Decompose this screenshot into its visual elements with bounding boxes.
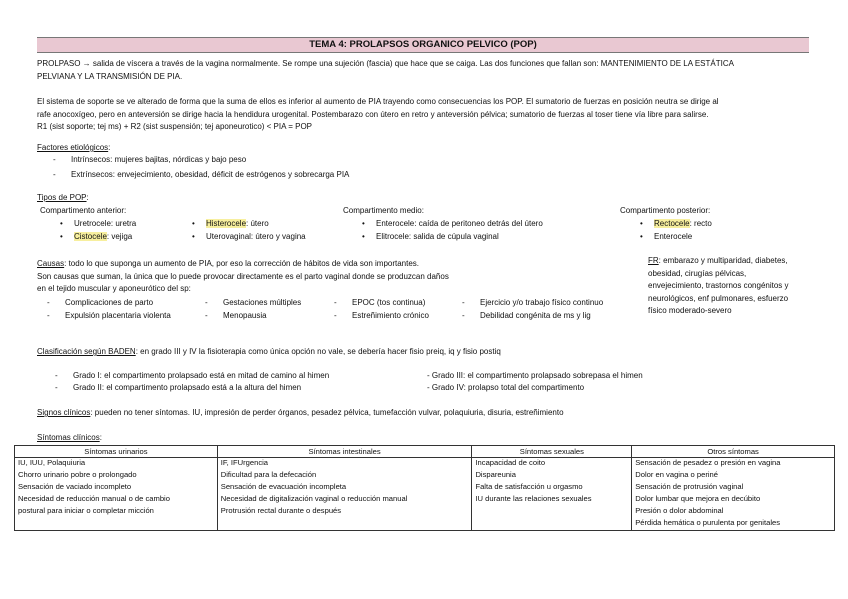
table-cell: Falta de satisfacción u orgasmo [472, 482, 632, 494]
intro-paragraph [37, 58, 809, 83]
cause-item-text: Debilidad congénita de ms y lig [480, 311, 591, 320]
support-line: rafe anocoxígeo, pero en anteversión se dirige hacia la hendidura urogenital. Postembarazo con útero en retro y anteversión pélvica; sumatorio de fuerzas al toser tiene vía libre para salirse. [37, 109, 709, 119]
risk-factors-block [648, 255, 789, 318]
anterior-item-text: Uretrocele: uretra [74, 219, 137, 228]
cause-item-text: Complicaciones de parto [65, 298, 154, 307]
cause-item [47, 298, 153, 307]
posterior-item [640, 232, 692, 241]
support-line: R1 (sist soporte; tej ms) + R2 (sist suspensión; tej aponeurotico) < PIA = POP [37, 122, 313, 131]
intro-line: PELVIANA Y LA TRANSMISIÓN DE PIA. [37, 71, 183, 81]
causes-line: : todo lo que suponga un aumento de PIA, por eso la corrección de hábitos de vida son importantes. [64, 259, 420, 268]
table-row [15, 518, 835, 531]
symptoms-heading [37, 433, 102, 442]
table-cell: IU durante las relaciones sexuales [472, 494, 632, 506]
middle-item [362, 232, 499, 241]
posterior-item-text: : recto [689, 219, 712, 228]
page-title: TEMA 4: PROLAPSOS ORGANICO PELVICO (POP) [37, 37, 809, 53]
table-header-row [15, 446, 835, 458]
grade-item [55, 371, 329, 380]
classification-line [37, 347, 501, 356]
table-cell: Presión o dolor abdominal [632, 506, 835, 518]
factors-heading [37, 143, 110, 152]
types-heading [37, 193, 89, 202]
causes-line: Son causas que suman, la única que lo puede provocar directamente es el parto vaginal donde se produzcan daños [37, 271, 449, 281]
table-cell: Sensación de evacuación incompleta [217, 482, 472, 494]
table-cell: Dolor lumbar que mejora en decúbito [632, 494, 835, 506]
intro-line: PROLPASO → salida de víscera a través de la vagina normalmente. Se rompe una sujeción (fascia) que hace que se caiga. Las dos funciones que fallan son: MANTENIMIENTO DE LA ESTÁTICA [37, 59, 734, 68]
table-cell: Dispareunia [472, 470, 632, 482]
signs-line [37, 408, 564, 417]
table-cell: IU, IUU, Polaquiuria [15, 458, 218, 471]
risk-factors-line: envejecimiento, trastornos congénitos y [648, 281, 789, 290]
grade-item [55, 383, 301, 392]
grade-item: - Grado IV: prolapso total del compartimento [427, 383, 585, 392]
anterior-item-text: : vejiga [106, 232, 133, 241]
factor-item-text: Extrínsecos: envejecimiento, obesidad, déficit de estrógenos y sobrecarga PIA [71, 170, 350, 179]
causes-line: en el tejido muscular y aponeurótico del sp: [37, 284, 191, 293]
table-cell: Necesidad de digitalización vaginal o reducción manual [217, 494, 472, 506]
table-cell: Dolor en vagina o periné [632, 470, 835, 482]
signs-label: Signos clínicos [37, 408, 91, 417]
anterior-item-highlight: Histerocele [206, 219, 247, 228]
table-header-cell: Otros síntomas [632, 446, 835, 458]
table-cell: Protrusión rectal durante o después [217, 506, 472, 518]
table-cell: IF, IFUrgencia [217, 458, 472, 471]
cause-item [334, 298, 425, 307]
table-row [15, 458, 835, 471]
anterior-compartment-title: Compartimento anterior: [40, 206, 127, 215]
table-cell: Pérdida hemática o purulenta por genitales [632, 518, 835, 531]
symptoms-heading-label: Síntomas clínicos [37, 433, 100, 442]
types-heading-label: Tipos de POP [37, 193, 87, 202]
support-paragraph [37, 96, 809, 134]
posterior-item [640, 219, 712, 228]
classification-text: : en grado III y IV la fisioterapia como única opción no vale, se debería hacer fisio preiq, iq y fisio postiq [135, 347, 501, 356]
table-cell [217, 518, 472, 531]
risk-factors-line: neurológicos, enf pulmonares, esfuerzo [648, 293, 789, 303]
posterior-item-highlight: Rectocele [654, 219, 690, 228]
cause-item-text: Gestaciones múltiples [223, 298, 302, 307]
table-cell [15, 518, 218, 531]
table-cell: Necesidad de reducción manual o de cambio [15, 494, 218, 506]
factor-item [53, 170, 349, 179]
posterior-compartment-title: Compartimento posterior: [620, 206, 711, 215]
anterior-item [60, 232, 132, 241]
table-row [15, 506, 835, 518]
table-cell: Sensación de vaciado incompleto [15, 482, 218, 494]
grade-text: Grado I: el compartimento prolapsado está en mitad de camino al himen [73, 371, 330, 380]
table-cell [472, 518, 632, 531]
middle-compartment-title: Compartimento medio: [343, 206, 424, 215]
classification-label: Clasificación según BADEN [37, 347, 136, 356]
anterior-item [192, 219, 269, 228]
cause-item [205, 311, 267, 320]
table-row [15, 470, 835, 482]
cause-item [47, 311, 171, 320]
types-heading-colon: : [86, 193, 89, 202]
table-header-cell: Síntomas intestinales [217, 446, 472, 458]
middle-item [362, 219, 543, 228]
table-header-cell: Síntomas urinarios [15, 446, 218, 458]
cause-item [462, 311, 591, 320]
causes-label: Causas [37, 259, 65, 268]
table-cell: Sensación de pesadez o presión en vagina [632, 458, 835, 471]
anterior-item [60, 219, 136, 228]
table-header-cell: Síntomas sexuales [472, 446, 632, 458]
anterior-item [192, 232, 306, 241]
risk-factors-line: obesidad, cirugías pélvicas, [648, 268, 747, 278]
anterior-item-text: Uterovaginal: útero y vagina [206, 232, 306, 241]
causes-block [37, 258, 449, 296]
risk-factors-line: físico moderado-severo [648, 306, 732, 315]
symptoms-heading-colon: : [99, 433, 102, 442]
table-cell: Sensación de protrusión vaginal [632, 482, 835, 494]
symptoms-table [14, 445, 835, 531]
middle-item-text: Elitrocele: salida de cúpula vaginal [376, 232, 499, 241]
cause-item-text: Expulsión placentaria violenta [65, 311, 171, 320]
table-row [15, 494, 835, 506]
risk-factors-line: : embarazo y multiparidad, diabetes, [658, 256, 788, 265]
support-line: El sistema de soporte se ve alterado de forma que la suma de ellos es inferior al aumento de PIA trayendo como consecuencias los POP. El sumatorio de fuerzas en posición neutra se dirige al [37, 97, 719, 106]
table-cell: Dificultad para la defecación [217, 470, 472, 482]
table-cell: Incapacidad de coito [472, 458, 632, 471]
factor-item-text: Intrínsecos: mujeres bajitas, nórdicas y bajo peso [71, 155, 247, 164]
grade-text: Grado III: el compartimento prolapsado sobrepasa el himen [431, 371, 643, 380]
cause-item [334, 311, 429, 320]
cause-item-text: EPOC (tos continua) [352, 298, 426, 307]
factor-item [53, 155, 246, 164]
factors-heading-colon: : [108, 143, 111, 152]
middle-item-text: Enterocele: caída de peritoneo detrás del útero [376, 219, 543, 228]
cause-item [462, 298, 603, 307]
table-cell: Chorro urinario pobre o prolongado [15, 470, 218, 482]
anterior-item-text: : útero [246, 219, 269, 228]
factors-heading-label: Factores etiológicos [37, 143, 109, 152]
grade-text: Grado IV: prolapso total del compartimento [431, 383, 585, 392]
cause-item-text: Estreñimiento crónico [352, 311, 429, 320]
grade-item: - Grado III: el compartimento prolapsado sobrepasa el himen [427, 371, 643, 380]
cause-item-text: Ejercicio y/o trabajo físico continuo [480, 298, 604, 307]
cause-item-text: Menopausia [223, 311, 267, 320]
table-row [15, 482, 835, 494]
signs-text: : pueden no tener síntomas. IU, impresión de perder órganos, pesadez pélvica, tumefacción vulvar, polaquiuria, disuria, estreñimiento [90, 408, 564, 417]
posterior-item-text: Enterocele [654, 232, 693, 241]
grade-text: Grado II: el compartimento prolapsado está a la altura del himen [73, 383, 302, 392]
risk-factors-label: FR [648, 256, 659, 265]
cause-item [205, 298, 301, 307]
anterior-item-highlight: Cistocele [74, 232, 107, 241]
table-cell: postural para iniciar o completar micción [15, 506, 218, 518]
table-cell [472, 506, 632, 518]
